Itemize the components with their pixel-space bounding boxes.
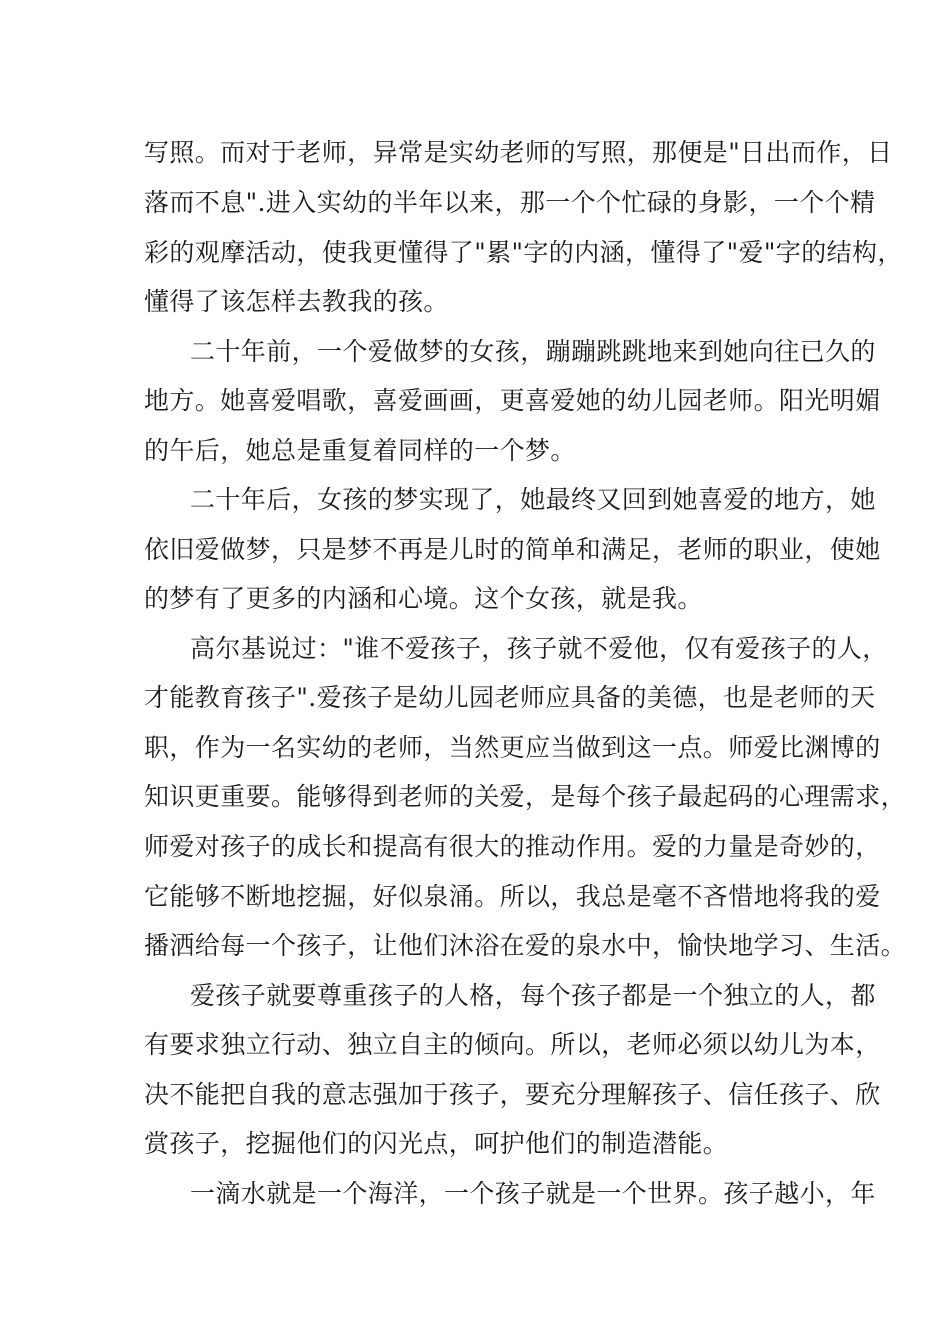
text-line: 地方。她喜爱唱歌，喜爱画画，更喜爱她的幼儿园老师。阳光明媚 xyxy=(144,386,881,415)
text-line: 依旧爱做梦，只是梦不再是儿时的简单和满足，老师的职业，使她 xyxy=(144,535,881,564)
text-line: 才能教育孩子".爱孩子是幼儿园老师应具备的美德，也是老师的天 xyxy=(144,683,876,712)
paragraph-first-line: 一滴水就是一个海洋，一个孩子就是一个世界。孩子越小，年 xyxy=(190,1179,876,1208)
text-line: 赏孩子，挖掘他们的闪光点，呵护他们的制造潜能。 xyxy=(144,1129,729,1158)
paragraph-first-line: 高尔基说过："谁不爱孩子，孩子就不爱他，仅有爱孩子的人， xyxy=(190,634,888,663)
text-line: 决不能把自我的意志强加于孩子，要充分理解孩子、信任孩子、欣 xyxy=(144,1080,881,1109)
text-line: 彩的观摩活动，使我更懂得了"累"字的内涵，懂得了"爱"字的结构， xyxy=(144,238,903,267)
text-line: 它能够不断地挖掘，好似泉涌。所以，我总是毫不吝惜地将我的爱 xyxy=(144,882,881,911)
paragraph-first-line: 二十年后，女孩的梦实现了，她最终又回到她喜爱的地方，她 xyxy=(190,485,876,514)
text-line: 职，作为一名实幼的老师，当然更应当做到这一点。师爱比渊博的 xyxy=(144,733,881,762)
text-line: 懂得了该怎样去教我的孩。 xyxy=(144,287,449,316)
text-line: 知识更重要。能够得到老师的关爱，是每个孩子最起码的心理需求， xyxy=(144,782,907,811)
text-line: 播洒给每一个孩子，让他们沐浴在爱的泉水中，愉快地学习、生活。 xyxy=(144,931,907,960)
text-line: 的午后，她总是重复着同样的一个梦。 xyxy=(144,436,576,465)
paragraph-first-line: 二十年前，一个爱做梦的女孩，蹦蹦跳跳地来到她向往已久的 xyxy=(190,337,876,366)
text-line: 有要求独立行动、独立自主的倾向。所以，老师必须以幼儿为本， xyxy=(144,1030,881,1059)
paragraph-first-line: 爱孩子就要尊重孩子的人格，每个孩子都是一个独立的人，都 xyxy=(190,981,876,1010)
text-line: 师爱对孩子的成长和提高有很大的推动作用。爱的力量是奇妙的， xyxy=(144,832,881,861)
text-line: 落而不息".进入实幼的半年以来，那一个个忙碌的身影，一个个精 xyxy=(144,188,876,217)
text-line: 写照。而对于老师，异常是实幼老师的写照，那便是"日出而作，日 xyxy=(144,138,893,167)
text-line: 的梦有了更多的内涵和心境。这个女孩，就是我。 xyxy=(144,584,703,613)
